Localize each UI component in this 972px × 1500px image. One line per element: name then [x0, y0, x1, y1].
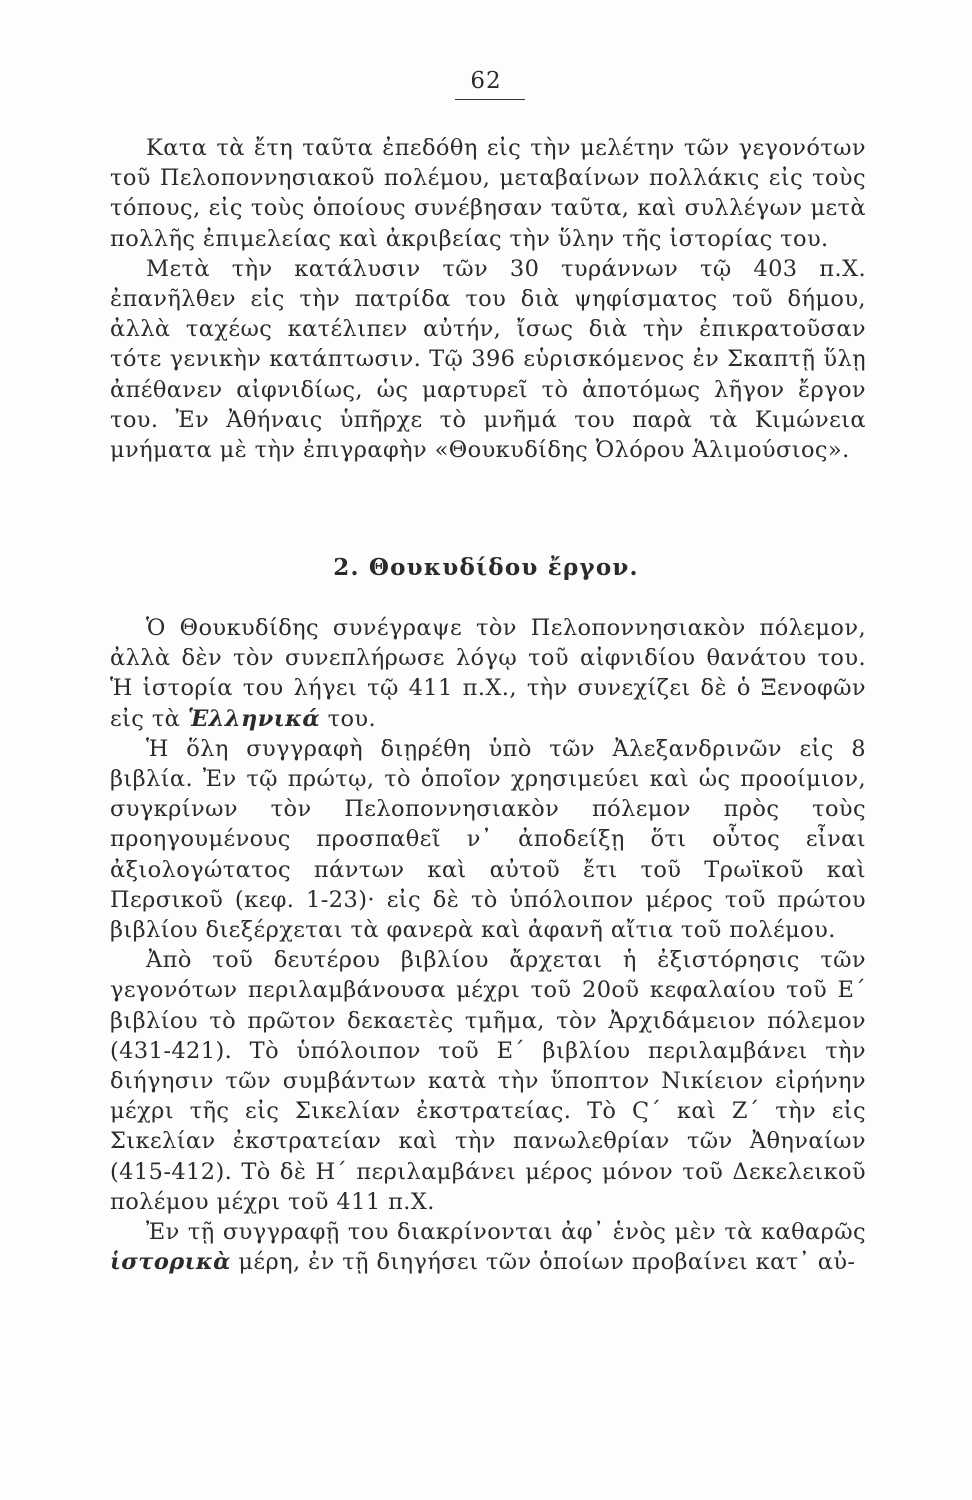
page-number-rule — [455, 99, 525, 100]
emphasized-term: ἱστορικὰ — [110, 1249, 231, 1276]
page-number: 62 — [470, 68, 502, 94]
section-heading — [0, 554, 972, 581]
text-block-works — [110, 613, 866, 1277]
paragraph — [110, 1217, 866, 1277]
paragraph: Μετὰ τὴν κατάλυσιν τῶν 30 τυράννων τῷ 403 π.Χ. ἐπανῆλθεν εἰς τὴν πατρίδα του διὰ ψηφίσματος τοῦ δήμου, ἀλλὰ ταχέως κατέλιπεν αὐτήν, ἴσως διὰ τὴν ἐπικρατοῦσαν τότε γενικὴν κατάπτωσιν. Τῷ 396 εὑρισκόμενος ἐν Σκαπτῇ ὕλῃ ἀπέθανεν αἰφνιδίως, ὡς μαρτυρεῖ τὸ ἀποτόμως λῆγον ἔργον του. Ἐν Ἀθήναις ὑπῆρχε τὸ μνῆμά του παρὰ τὰ Κιμώνεια μνήματα μὲ τὴν ἐπιγραφὴν «Θουκυδίδης Ὀλόρου Ἁλιμούσιος». — [110, 255, 866, 464]
section-title: Θουκυδίδου ἔργον. — [368, 554, 639, 581]
paragraph-text: μέρη, ἐν τῇ διηγήσει τῶν ὁποίων προβαίνει κατ᾿ αὐ- — [230, 1249, 856, 1276]
paragraph — [110, 613, 866, 734]
paragraph: Κατα τὰ ἔτη ταῦτα ἐπεδόθη εἰς τὴν μελέτην τῶν γεγονότων τοῦ Πελοποννησιακοῦ πολέμου, μεταβαίνων πολλάκις εἰς τοὺς τόπους, εἰς τοὺς ὁποίους συνέβησαν ταῦτα, καὶ συλλέγων μετὰ πολλῆς ἐπιμελείας καὶ ἀκριβείας τὴν ὕλην τῆς ἱστορίας του. — [110, 135, 866, 252]
text-block-intro — [110, 133, 866, 465]
paragraph-text: του. — [320, 705, 377, 732]
paragraph-text: Ἐν τῇ συγγραφῇ του διακρίνονται ἀφ᾿ ἑνὸς μὲν τὰ καθαρῶς — [146, 1219, 866, 1246]
paragraph: Ἀπὸ τοῦ δευτέρου βιβλίου ἄρχεται ἡ ἐξιστόρησις τῶν γεγονότων περιλαμβάνουσα μέχρι τοῦ 20οῦ κεφαλαίου τοῦ Ε΄ βιβλίου τὸ πρῶτον δεκαετὲς τμῆμα, τὸν Ἀρχιδάμειον πόλεμον (431-421). Τὸ ὑπόλοιπον τοῦ Ε΄ βιβλίου περιλαμβάνει τὴν διήγησιν τῶν συμβάντων κατὰ τὴν ὕποπτον Νικίειον εἰρήνην μέχρι τῆς εἰς Σικελίαν ἐκστρατείας. Τὸ Ϛ΄ καὶ Ζ΄ τὴν εἰς Σικελίαν ἐκστρατείαν καὶ τὴν πανωλεθρίαν τῶν Ἀθηναίων (415-412). Τὸ δὲ Η΄ περιλαμβάνει μέρος μόνον τοῦ Δεκελεικοῦ πολέμου μέχρι τοῦ 411 π.Χ. — [110, 947, 866, 1215]
paragraph: Ἡ ὅλη συγγραφὴ διῃρέθη ὑπὸ τῶν Ἀλεξανδρινῶν εἰς 8 βιβλία. Ἐν τῷ πρώτῳ, τὸ ὁποῖον χρησιμεύει καὶ ὡς προοίμιον, συγκρίνων τὸν Πελοποννησιακὸν πόλεμον πρὸς τοὺς προηγουμένους προσπαθεῖ ν᾿ ἀποδείξῃ ὅτι οὗτος εἶναι ἀξιολογώτατος πάντων καὶ αὐτοῦ ἔτι τοῦ Τρωϊκοῦ καὶ Περσικοῦ (κεφ. 1-23)· εἰς δὲ τὸ ὑπόλοιπον μέρος τοῦ πρώτου βιβλίου διεξέρχεται τὰ φανερὰ καὶ ἀφανῆ αἴτια τοῦ πολέμου. — [110, 735, 866, 944]
section-number: 2. — [333, 554, 360, 581]
emphasized-term: Ἑλληνικά — [187, 705, 321, 732]
paragraph-text: Ὁ Θουκυδίδης συνέγραψε τὸν Πελοποννησιακὸν πόλεμον, ἀλλὰ δὲν τὸν συνεπλήρωσε λόγῳ τοῦ αἰφνιδίου θανάτου του. Ἡ ἱστορία του λήγει τῷ 411 π.Χ., τὴν συνεχίζει δὲ ὁ Ξενοφῶν εἰς τὰ — [110, 615, 866, 732]
